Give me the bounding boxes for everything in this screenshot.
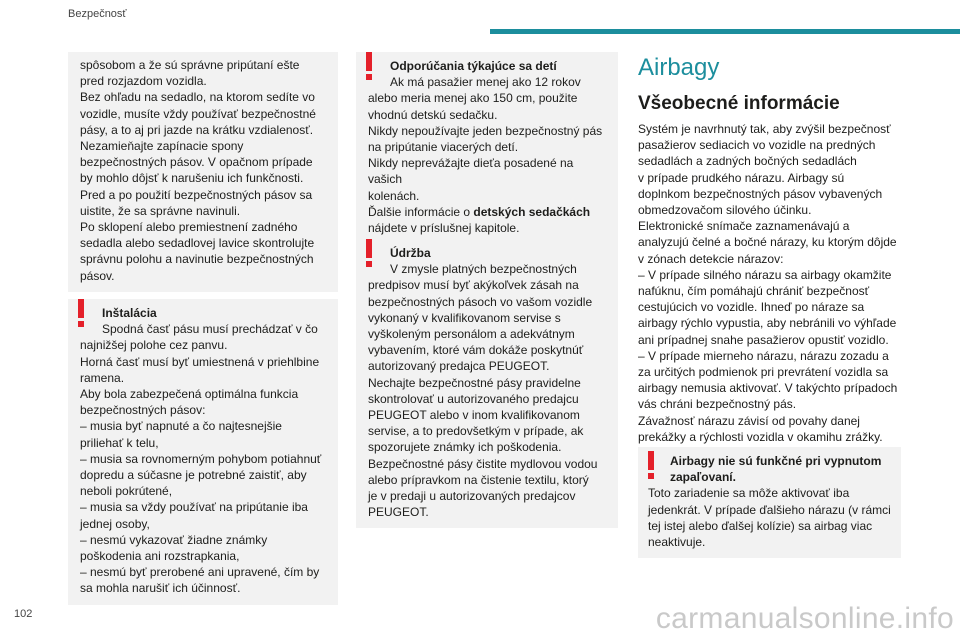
text-line: – musia sa rovnomerným pohybom potiahnuť — [80, 451, 322, 466]
text-line: poškodenia ani rozstrapkania, — [80, 549, 240, 564]
box-title: Inštalácia — [102, 306, 157, 320]
text-line: najnižšej polohe cez panvu. — [80, 338, 228, 353]
text-line: na pripútanie viacerých detí. — [368, 140, 519, 155]
header-accent-bar — [490, 29, 960, 34]
text-line: Po sklopení alebo premiestnení zadného — [80, 220, 298, 235]
box-title-line: Airbagy nie sú funkčné pri vypnutom — [670, 454, 882, 468]
text-line: tej istej alebo ďalšej kolízie) sa airbag viac — [648, 518, 873, 533]
text-line: Bezpečnostné pásy čistite mydlovou vodou — [368, 456, 598, 471]
text-line: vyškoleným personálom a adekvátnym — [368, 327, 575, 342]
text-line: pásov. — [80, 268, 115, 283]
watermark: carmanualsonline.info — [655, 602, 954, 635]
text-line: vybavením, ktoré vám dokáže poskytnúť — [368, 343, 584, 358]
text-line: pred rozjazdom vozidla. — [80, 74, 207, 89]
text-line: nafúknu, čím pomáhajú chrániť bezpečnosť — [638, 284, 870, 299]
text-line: uistite, že sa správne navinuli. — [80, 203, 241, 218]
text-line: pasažierov sediacich vo vozidle na predných — [638, 138, 876, 153]
seatbelt-notes-box — [68, 52, 338, 292]
children-recommendations-box — [356, 52, 618, 244]
text-line: obmedzovačom silového účinku. — [638, 203, 812, 218]
text-line: vás chráni bezpečnostný pás. — [638, 397, 797, 412]
text-line: jednej osoby, — [80, 516, 150, 531]
text-line: vhodnú detskú sedačku. — [368, 107, 498, 122]
maintenance-warning-box — [356, 239, 618, 528]
text-line: neboli pokrútené, — [80, 484, 173, 499]
text-line: sedadla alebo sedadlovej lavice skontrolujte — [80, 236, 315, 251]
text-line: jedenkrát. V prípade ďalšieho nárazu (v rámci — [648, 502, 891, 517]
section-title: Všeobecné informácie — [638, 93, 840, 114]
text-line: alebo meria menej ako 150 cm, použite — [368, 91, 578, 106]
text-line: Nezamieňajte zapínacie spony — [80, 139, 244, 154]
page-title: Airbagy — [638, 54, 720, 81]
airbag-warning-box — [638, 447, 901, 558]
text-line: správnu polohu a navinutie bezpečnostných — [80, 252, 314, 267]
text-line: – V prípade silného nárazu sa airbagy okamžite — [638, 267, 892, 282]
warning-exclamation-icon — [366, 52, 372, 80]
airbag-general-text — [638, 121, 906, 445]
text-line: Závažnosť nárazu závisí od povahy danej — [638, 413, 860, 428]
box-title: Odporúčania týkajúce sa detí — [390, 59, 557, 73]
text-line: priliehať k telu, — [80, 435, 159, 450]
text-line: servise, a to predovšetkým v prípade, ak — [368, 424, 584, 439]
text-line: airbagy nemusia aktivovať. V takýchto prípadoch — [638, 381, 898, 396]
text-line: prekážky a rýchlosti vozidla v okamihu zrážky. — [638, 429, 883, 444]
text-line: v prípade prudkého nárazu. Airbagy sú — [638, 170, 845, 185]
text-line: cestujúcich vo vozidle. Ihneď po náraze sa — [638, 300, 865, 315]
text-line: Nikdy nepoužívajte jeden bezpečnostný pás — [368, 123, 603, 138]
text-line: bezpečnostných pásoch vo vašom vozidle — [368, 294, 593, 309]
warning-exclamation-icon — [78, 299, 84, 327]
text-line: Ak má pasažier menej ako 12 rokov — [390, 75, 581, 90]
text-line: vykonaný v kvalifikovanom servise s — [368, 310, 561, 325]
text-line: – musia byť napnuté a čo najtesnejšie — [80, 419, 282, 434]
text-line: pásy, a to aj pri jazde na krátku vzdialenosť. — [80, 122, 314, 137]
text-line: airbagy rýchlo vypustia, aby nebránili vo výhľade — [638, 316, 897, 331]
text-line: Bez ohľadu na sedadlo, na ktorom sedíte vo — [80, 90, 315, 105]
page-number: 102 — [14, 608, 33, 620]
installation-warning-box — [68, 299, 338, 605]
text-line: kolenách. — [368, 188, 420, 203]
text-line: je v predaji u autorizovaných predajcov — [368, 489, 576, 504]
text-line: Spodná časť pásu musí prechádzať v čo — [102, 322, 318, 337]
text-line: Elektronické snímače zaznamenávajú a — [638, 219, 850, 234]
text-line: v zónach detekcie nárazov: — [638, 251, 784, 266]
section-header: Bezpečnosť — [68, 8, 127, 20]
text-line: Aby bola zabezpečená optimálna funkcia — [80, 387, 299, 402]
child-seats-reference: detských sedačkách — [473, 204, 591, 219]
text-line: bezpečnostných pásov. V opačnom prípade — [80, 155, 313, 170]
box-title-line: zapaľovaní. — [670, 470, 736, 485]
text-line: za určitých podmienok pri prevrátení vozidla sa — [638, 365, 889, 380]
text-line: alebo prípravkom na čistenie textilu, ktorý — [368, 472, 589, 487]
warning-exclamation-icon — [366, 239, 372, 267]
more-info-line: Ďalšie informácie o detských sedačkách — [368, 204, 591, 219]
text-line: vozidle, musíte vždy používať bezpečnostné — [80, 106, 316, 121]
text-line: PEUGEOT alebo v inom kvalifikovanom — [368, 408, 580, 423]
text-line: – musia sa vždy používať na pripútanie iba — [80, 500, 308, 515]
text-line: ramena. — [80, 370, 125, 385]
warning-exclamation-icon — [648, 451, 654, 479]
text-line: nájdete v príslušnej kapitole. — [368, 221, 520, 236]
text-line: predpisov musí byť akýkoľvek zásah na — [368, 278, 579, 293]
text-line: spôsobom a že sú správne pripútaní ešte — [80, 58, 300, 72]
text-line: sedadlách a zadných bočných sedadlách — [638, 154, 857, 169]
text-line: neaktivuje. — [648, 535, 706, 550]
text-line: – V prípade mierneho nárazu, nárazu zozadu a — [638, 348, 889, 363]
text-line: analyzujú čelné a bočné nárazy, ku ktorým dôjde — [638, 235, 897, 250]
text-line: autorizovaný predajca PEUGEOT. — [368, 359, 550, 374]
text-line: V zmysle platných bezpečnostných — [390, 262, 577, 277]
text-line: – nesmú vykazovať žiadne známky — [80, 532, 268, 547]
text-line: Toto zariadenie sa môže aktivovať iba — [648, 486, 850, 501]
text-line: sa mohla narušiť ich účinnosť. — [80, 581, 241, 596]
text-line: by mohlo dôjsť k narušeniu ich funkčnosti. — [80, 171, 304, 186]
text-line: Nikdy neprevážajte dieťa posadené na vašich — [368, 156, 574, 187]
text-line: doplnkom bezpečnostných pásov vybavených — [638, 186, 883, 201]
text-line: dopredu a súčasne je potrebné zaistiť, aby — [80, 468, 307, 483]
text-line: PEUGEOT. — [368, 505, 429, 520]
text-line: spozorujete známky ich poškodenia. — [368, 440, 562, 455]
text-line: Systém je navrhnutý tak, aby zvýšil bezpečnosť — [638, 122, 891, 136]
text-line: – nesmú byť prerobené ani upravené, čím by — [80, 565, 320, 580]
text-line: Horná časť musí byť umiestnená v priehlbine — [80, 354, 320, 369]
text-line: bezpečnostných pásov: — [80, 403, 206, 418]
text-line: Pred a po použití bezpečnostných pásov sa — [80, 187, 313, 202]
text-line: skontrolovať u autorizovaného predajcu — [368, 391, 579, 406]
text-line: ani prípadnej snahe pasažierov opustiť vozidlo. — [638, 332, 889, 347]
box-title: Údržba — [390, 246, 431, 260]
text-line: Nechajte bezpečnostné pásy pravidelne — [368, 375, 581, 390]
